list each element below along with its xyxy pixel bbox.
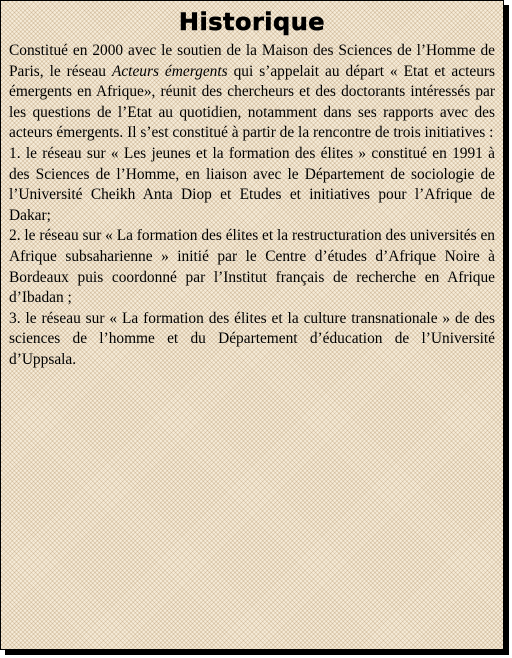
- intro-text-after: qui s’appelait au départ « Etat et acteurs émergents en Afrique», réunit des chercheurs et des doctorants intéressés par les questions de l’Etat au quotidien, notamment dans ses rapports avec des acteurs émergents. Il s’est constitué à partir de la rencontre de trois initiatives :: [9, 62, 496, 142]
- history-body: [9, 41, 495, 371]
- history-title: Historique: [178, 8, 326, 36]
- intro-text-before: Constitué en 2000 avec le soutien de la Maison des Sciences de l’Homme de Paris, le réseau: [9, 42, 495, 80]
- intro-paragraph: [9, 41, 495, 144]
- history-content: [9, 7, 495, 643]
- initiative-item-3: 3. le réseau sur « La formation des élites et la culture transnationale » de des sciences de l’homme et du Département d’éducation de l’Université d’Uppsala.: [9, 309, 495, 368]
- initiative-item-2: 2. le réseau sur « La formation des élites et la restructuration des universités en Afrique subsaharienne » initié par le Centre d’études d’Afrique Noire à Bordeaux puis coordonné par l’Institut français de recherche en Afrique d’Ibadan ;: [9, 227, 495, 307]
- network-name: Acteurs émergents: [111, 62, 228, 80]
- initiative-item-1: 1. le réseau sur « Les jeunes et la formation des élites » constitué en 1991 à des Sciences de l’Homme, en liaison avec le Département de sociologie de l’Université Cheikh Anta Diop et Etudes et initiatives pour l’Afrique de Dakar;: [9, 144, 495, 224]
